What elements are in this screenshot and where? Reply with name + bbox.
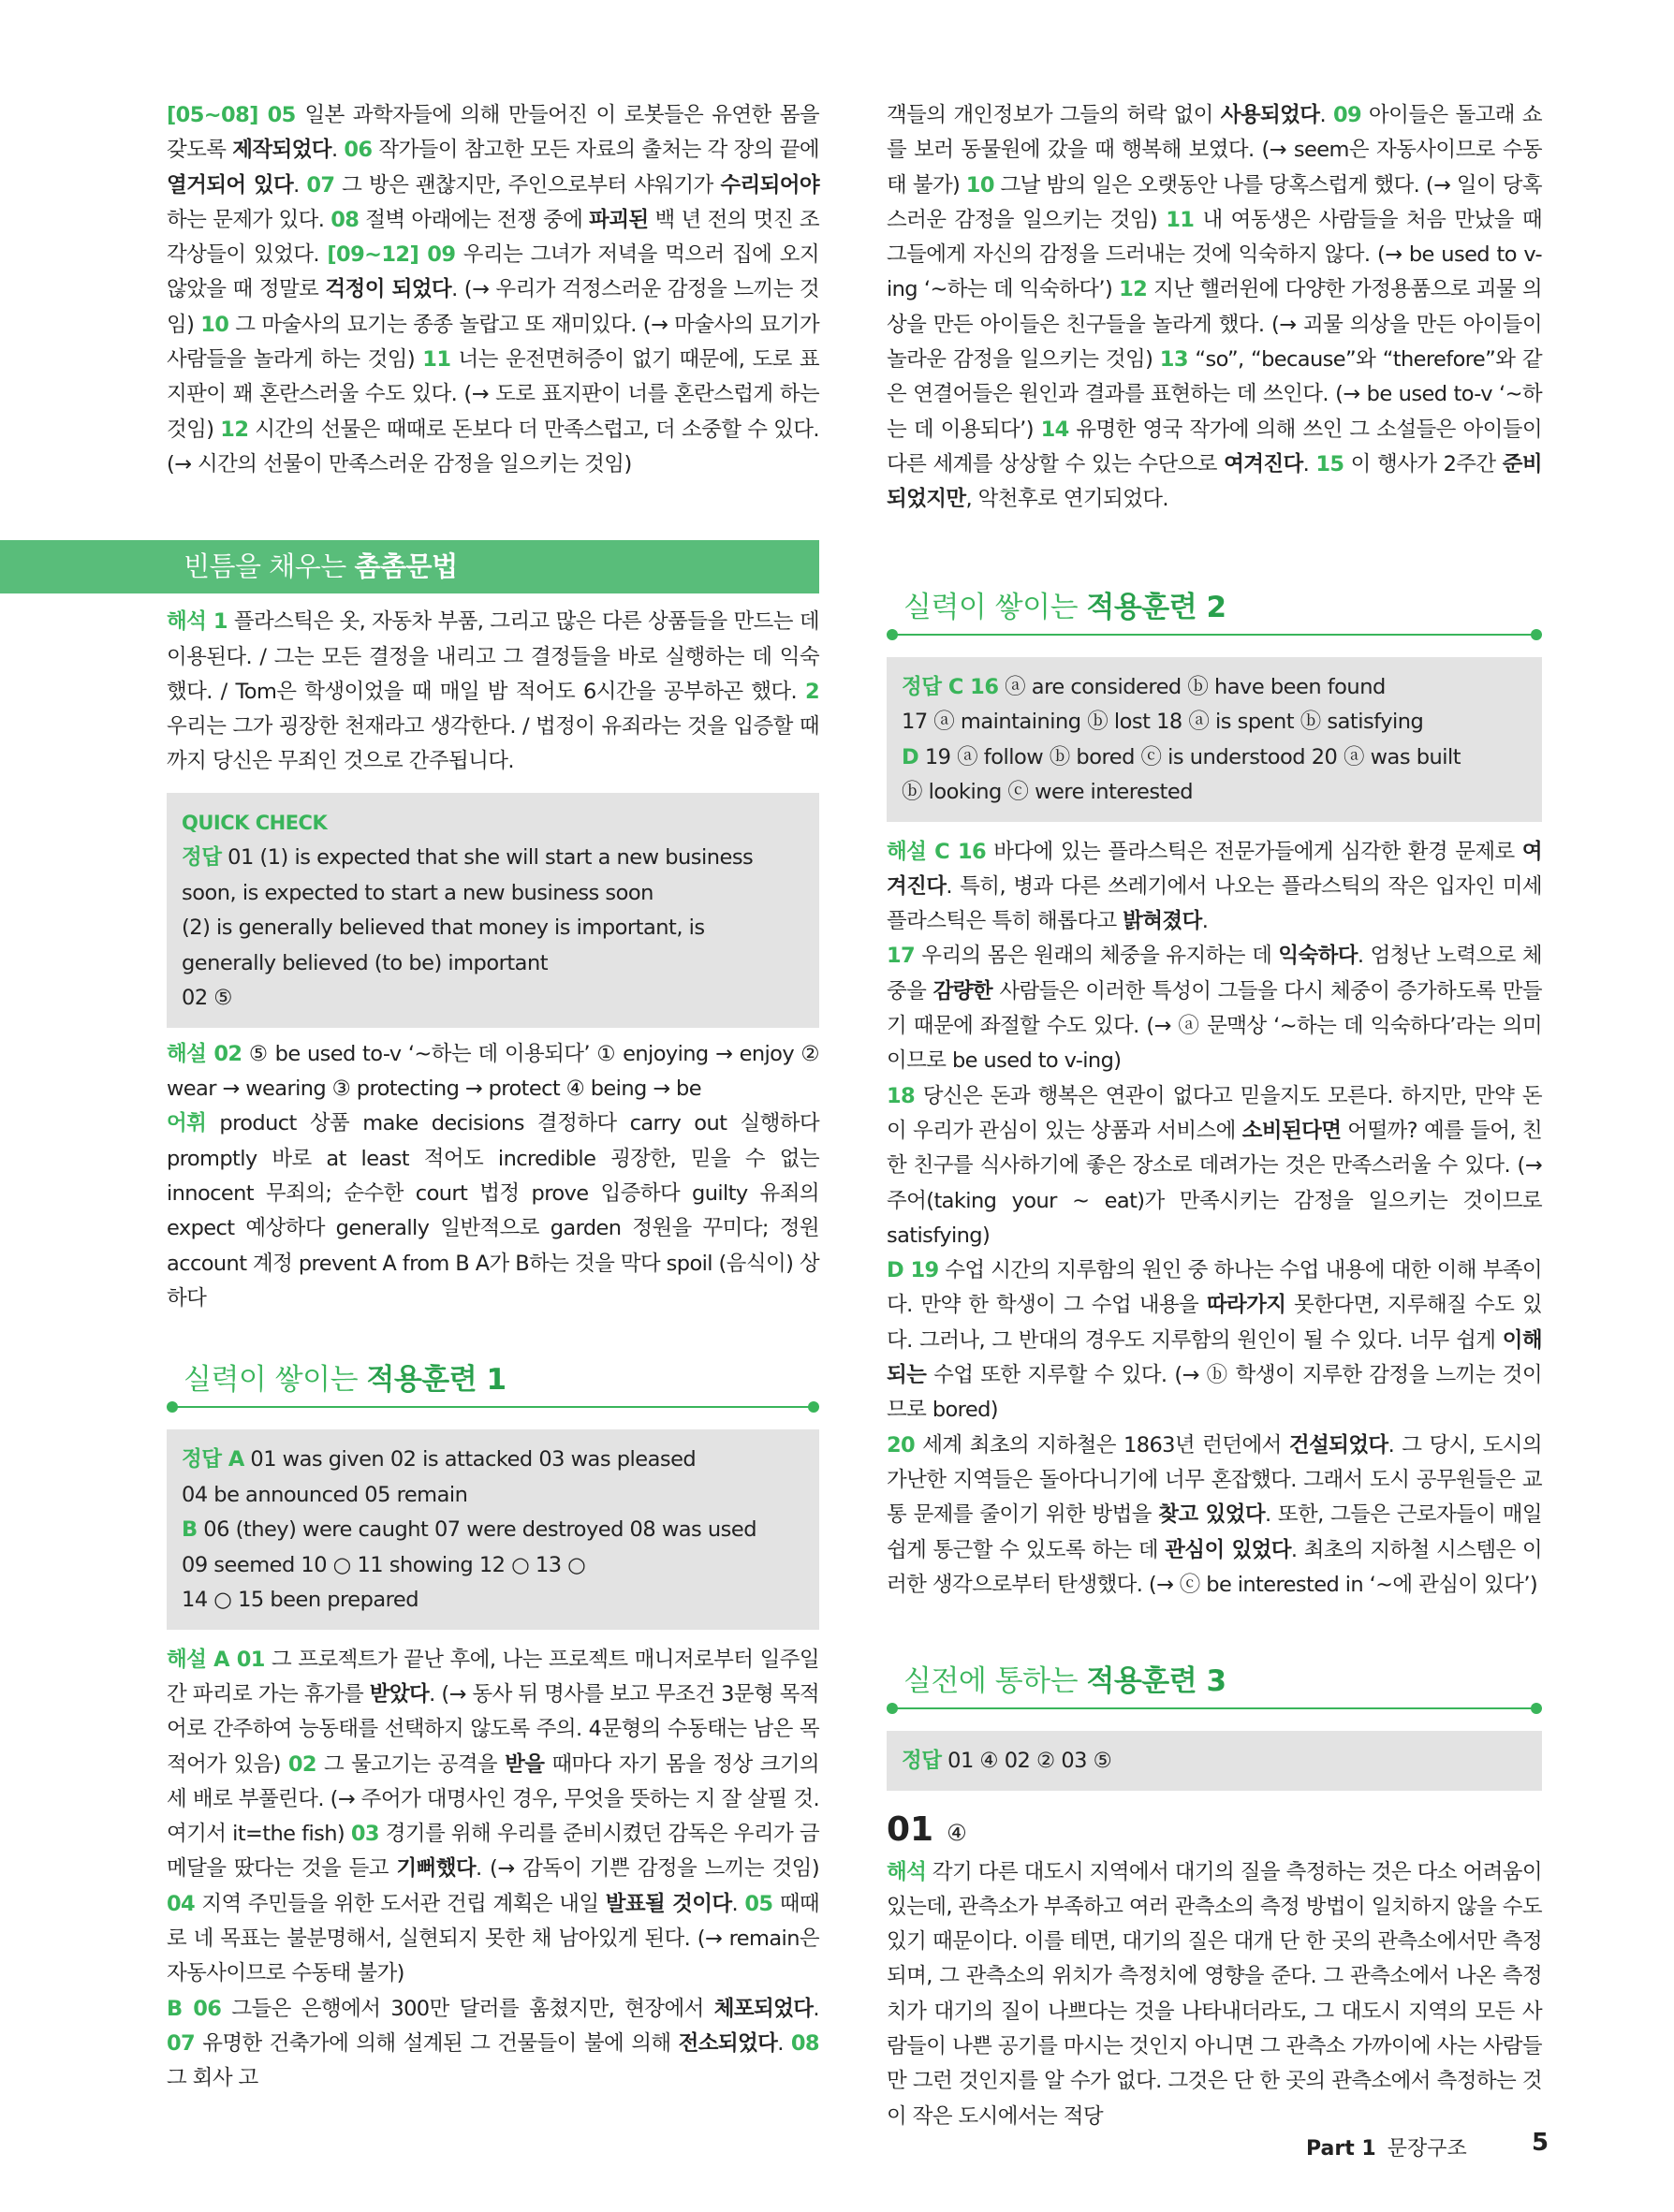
training-2-explanation-20: 20 세계 최초의 지하철은 1863년 런던에서 건설되었다. 그 당시, 도시의 가난한 지역들은 돌아다니기에 너무 혼잡했다. 그래서 도시 공무원들은 교통 문제를 줄이기 위한 방법을 찾고 있었다. 또한, 그들은 근로자들이 매일 쉽게 통근할 수 있도록 하는 데 관심이 있었다. 최초의 지하철 시스템은 이러한 생각으로부터 탄생했다. (→ ⓒ be interested in ‘~에 관심이 있다’) — [887, 1432, 1542, 1597]
training-2-explanation-18: 18 당신은 돈과 행복은 연관이 없다고 믿을지도 모른다. 하지만, 만약 돈이 우리가 관심이 있는 상품과 서비스에 소비된다면 어떨까? 예를 들어, 친한 친구를 식사하기에 좋은 장소로 데려가는 것은 만족스러울 수 있다. (→ 주어(taking your ~ eat)가 만족시키는 감정을 일으키는 것이므로 satisfying) — [887, 1083, 1542, 1248]
right-column — [887, 98, 1542, 2134]
answer-box-1: 정답 A 01 was given 02 is attacked 03 was pleased 04 be announced 05 remain B 06 (they) were caught 07 were destroyed 08 was used 09 seemed 10 ○ 11 showing 12 ○ 13 ○ 14 ○ 15 been prepared — [167, 1429, 819, 1630]
section-training-2-title: 실력이 쌓이는 적용훈련 2 — [903, 590, 1226, 624]
quick-check-title: QUICK CHECK — [182, 811, 328, 834]
section-divider — [887, 625, 1542, 644]
section-training-3-title: 실전에 통하는 적용훈련 3 — [903, 1664, 1226, 1699]
footer-part-label: Part 1 문장구조 — [1306, 2137, 1467, 2161]
vocabulary: 어휘 product 상품 make decisions 결정하다 carry out 실행하다 promptly 바로 at least 적어도 incredible 굉장한, 믿을 수 없는 innocent 무죄의; 순수한 court 법정 prove 입증하다 guilty 유죄의 expect 예상하다 generally 일반적으로 garden 정원을 꾸미다; 정원 account 계정 prevent A from B A가 B하는 것을 막다 spoil (음식이) 상하다 — [167, 1111, 819, 1311]
quick-check-answer-1: 정답 01 (1) is expected that she will start a new business soon, is expected to start a new business soon — [182, 845, 754, 905]
section-divider — [887, 1699, 1542, 1718]
section-training-3-header — [887, 1657, 1542, 1718]
training-1-explanation: 해설 A 01 그 프로젝트가 끝난 후에, 나는 프로젝트 매니저로부터 일주일간 파리로 가는 휴가를 받았다. (→ 동사 뒤 명사를 보고 무조건 3문형 목적어로 간주하여 능동태를 선택하지 않도록 주의. 4문형의 수동태는 남은 목적어가 있음) 02 그 물고기는 공격을 받을 때마다 자기 몸을 정상 크기의 세 배로 부풀린다. (→ 주어가 대명사인 경우, 무엇을 뜻하는 지 잘 살필 것. 여기서 it=the fish) 03 경기를 위해 우리를 준비시켰던 감독은 우리가 금메달을 땄다는 것을 듣고 기뻐했다. (→ 감독이 기쁜 감정을 느끼는 것임) 04 지역 주민들을 위한 도서관 건립 계획은 내일 발표될 것이다. 05 때때로 네 목표는 불분명해서, 실현되지 못한 채 남아있게 된다. (→ remain은 자동사이므로 수동태 불가) — [167, 1647, 819, 1986]
answer-box-3: 정답 01 ④ 02 ② 03 ⑤ — [887, 1731, 1542, 1791]
question-01-heading: 01 ④ — [887, 1809, 967, 1849]
training-2-explanation-19: D 19 수업 시간의 지루함의 원인 중 하나는 수업 내용에 대한 이해 부족이다. 만약 한 학생이 그 수업 내용을 따라가지 못한다면, 지루해질 수도 있다. 그러나, 그 반대의 경우도 지루함의 원인이 될 수 있다. 너무 쉽게 이해되는 수업 또한 지루할 수 있다. (→ ⓑ 학생이 지루한 감정을 느끼는 것이므로 bored) — [887, 1258, 1542, 1423]
section-divider — [167, 1398, 819, 1416]
grammar-section-banner: 빈틈을 채우는 촘촘문법 — [167, 540, 819, 593]
answer-paragraph-08-15: 객들의 개인정보가 그들의 허락 없이 사용되었다. 09 아이들은 돌고래 쇼를 보러 동물원에 갔을 때 행복해 보였다. (→ seem은 자동사이므로 수동태 불가) 10 그날 밤의 일은 오랫동안 나를 당혹스럽게 했다. (→ 일이 당혹스러운 감정을 일으키는 것임) 11 내 여동생은 사람들을 처음 만났을 때 그들에게 자신의 감정을 드러내는 것에 익숙하지 않다. (→ be used to v-ing ‘~하는 데 익숙하다’) 12 지난 핼러윈에 다양한 가정용품으로 괴물 의상을 만든 아이들은 친구들을 놀라게 했다. (→ 괴물 의상을 만든 아이들이 놀라운 감정을 일으키는 것임) 13 “so”, “because”와 “therefore”와 같은 연결어들은 원인과 결과를 표현하는 데 쓰인다. (→ be used to-v ‘~하는 데 이용되다’) 14 유명한 영국 작가에 의해 쓰인 그 소설들은 아이들이 다른 세계를 상상할 수 있는 수단으로 여겨진다. 15 이 행사가 2주간 준비되었지만, 악천후로 연기되었다. — [887, 103, 1543, 512]
training-1-explanation-b: B 06 그들은 은행에서 300만 달러를 훔쳤지만, 현장에서 체포되었다. 07 유명한 건축가에 의해 설계된 그 건물들이 불에 의해 전소되었다. 08 그 회사 고 — [167, 1996, 819, 2091]
quick-check-answer-3: 02 ⑤ — [182, 986, 232, 1011]
left-column — [167, 98, 819, 2096]
training-2-explanation-17: 17 우리의 몸은 원래의 체중을 유지하는 데 익숙하다. 엄청난 노력으로 체중을 감량한 사람들은 이러한 특성이 그들을 다시 체중이 증가하도록 만들기 때문에 좌절할 수도 있다. (→ ⓐ 문맥상 ‘~하는 데 익숙하다’라는 의미이므로 be used to v-ing) — [887, 944, 1543, 1074]
grammar-translation: 해석 1 플라스틱은 옷, 자동차 부품, 그리고 많은 다른 상품들을 만드는 데 이용된다. / 그는 모든 결정을 내리고 그 결정들을 바로 실행하는 데 익숙했다. / Tom은 학생이었을 때 매일 밤 적어도 6시간을 공부하곤 했다. 2 우리는 그가 굉장한 천재라고 생각한다. / 법정이 유죄라는 것을 입증할 때까지 당신은 무죄인 것으로 간주됩니다. — [167, 609, 819, 774]
answer-box-2: 정답 C 16 ⓐ are considered ⓑ have been found 17 ⓐ maintaining ⓑ lost 18 ⓐ is spent ⓑ satisfying D 19 ⓐ follow ⓑ bored ⓒ is understood 20 ⓐ was built ⓑ looking ⓒ were interested — [887, 657, 1542, 822]
quick-check-explanation: 해설 02 ⑤ be used to-v ‘~하는 데 이용되다’ ① enjoying → enjoy ② wear → wearing ③ protecting → protect ④ being → be — [167, 1041, 819, 1102]
quick-check-answer-2: (2) is generally believed that money is important, is generally believed (to be) important — [182, 916, 705, 975]
question-01-translation: 해석 각기 다른 대도시 지역에서 대기의 질을 측정하는 것은 다소 어려움이 있는데, 관측소가 부족하고 여러 관측소의 측정 방법이 일치하지 않을 수도 있기 때문이다. 이를 테면, 대기의 질은 대개 단 한 곳의 관측소에서만 측정되며, 그 관측소의 위치가 측정치에 영향을 준다. 그 관측소에서 나온 측정치가 대기의 질이 나쁘다는 것을 나타내더라도, 그 대도시 지역의 모든 사람들이 나쁜 공기를 마시는 것인지 아니면 그 관측소 가까이에 사는 사람들만 그런 것인지를 알 수가 없다. 그것은 단 한 곳의 관측소에서 측정하는 것이 작은 도시에서는 적당 — [887, 1859, 1542, 2129]
quick-check-box — [167, 793, 819, 1028]
answer-paragraph-05-12: [05~08] 05 일본 과학자들에 의해 만들어진 이 로봇들은 유연한 몸을 갖도록 제작되었다. 06 작가들이 참고한 모든 자료의 출처는 각 장의 끝에 열거되어 있다. 07 그 방은 괜찮지만, 주인으로부터 샤워기가 수리되어야 하는 문제가 있다. 08 절벽 아래에는 전쟁 중에 파괴된 백 년 전의 멋진 조각상들이 있었다. [09~12] 09 우리는 그녀가 저녁을 먹으러 집에 오지 않았을 때 정말로 걱정이 되었다. (→ 우리가 걱정스러운 감정을 느끼는 것임) 10 그 마술사의 묘기는 종종 놀랍고 또 재미있다. (→ 마술사의 묘기가 사람들을 놀라게 하는 것임) 11 너는 운전면허증이 없기 때문에, 도로 표지판이 꽤 혼란스러울 수도 있다. (→ 도로 표지판이 너를 혼란스럽게 하는 것임) 12 시간의 선물은 때때로 돈보다 더 만족스럽고, 더 소중할 수 있다. (→ 시간의 선물이 만족스러운 감정을 일으키는 것임) — [167, 103, 820, 476]
section-training-2-header — [887, 583, 1542, 644]
page-number: 5 — [1532, 2129, 1549, 2157]
section-training-1-header — [167, 1355, 819, 1416]
section-training-1-title: 실력이 쌓이는 적용훈련 1 — [184, 1363, 507, 1398]
training-2-explanation-16: 해설 C 16 바다에 있는 플라스틱은 전문가들에게 심각한 환경 문제로 여겨진다. 특히, 병과 다른 쓰레기에서 나오는 플라스틱의 작은 입자인 미세 플라스틱은 특히 해롭다고 밝혀졌다. — [887, 839, 1542, 934]
